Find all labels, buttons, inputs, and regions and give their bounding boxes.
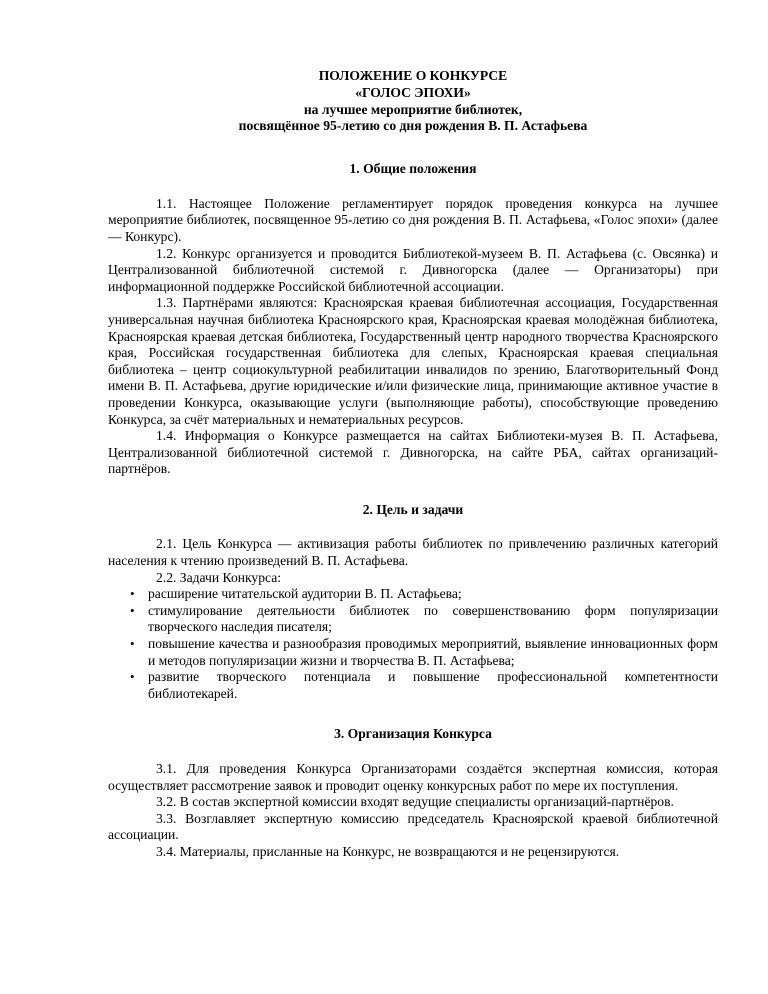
paragraph-3-1: 3.1. Для проведения Конкурса Организаторами создаётся экспертная комиссия, которая осуществляет рассмотрение заявок и проводит оценку конкурсных работ по мере их поступления. — [108, 761, 718, 793]
bullet-icon: • — [130, 602, 135, 618]
paragraph-3-2: 3.2. В состав экспертной комиссии входят ведущие специалисты организаций-партнёров. — [156, 794, 674, 810]
paragraph-3-4: 3.4. Материалы, присланные на Конкурс, не возвращаются и не рецензируются. — [156, 843, 620, 859]
title-line-3: на лучшее мероприятие библиотек, — [303, 101, 523, 117]
tasks-list — [108, 586, 718, 702]
paragraph-2-2: 2.2. Задачи Конкурса: — [156, 569, 282, 585]
bullet-icon: • — [130, 586, 135, 602]
list-item: • повышение качества и разнообразия проводимых мероприятий, выявление инновационных форм и методов популяризации жизни и творчества В. П. Астафьева; — [130, 636, 718, 668]
bullet-icon: • — [130, 636, 135, 652]
paragraph-1-3: 1.3. Партнёрами являются: Красноярская краевая библиотечная ассоциация, Государственная универсальная научная библиотека Красноярского края, Красноярская краевая молодёжная библиотека, Красноярская краевая детская библиотека, Государственный центр народного творчества Красноярского края, Российская государственная библиотека для слепых, Красноярская краевая специальная библиотека – центр социокультурной реабилитации инвалидов по зрению, Благотворительный Фонд имени В. П. Астафьева, другие юридические и/или физические лица, принимающие активное участие в проведении Конкурса, оказывающие услуги (выполняющие работы), способствующие проведению Конкурса, за счёт материальных и нематериальных ресурсов. — [108, 295, 718, 427]
section-heading-goals: 2. Цель и задачи — [362, 501, 464, 517]
section-heading-organization: 3. Организация Конкурса — [334, 726, 492, 742]
list-item: • стимулирование деятельности библиотек по совершенствованию форм популяризации творческого наследия писателя; — [130, 602, 718, 635]
paragraph-2-1: 2.1. Цель Конкурса — активизация работы библиотек по привлечению различных категорий населения к чтению произведений В. П. Астафьева. — [108, 536, 718, 569]
title-line-1: ПОЛОЖЕНИЕ О КОНКУРСЕ — [318, 68, 508, 83]
document-page — [108, 68, 718, 861]
paragraph-1-1: 1.1. Настоящее Положение регламентирует порядок проведения конкурса на лучшее мероприятие библиотек, посвященное 95-летию со дня рождения В. П. Астафьева, «Голос эпохи» (далее — Конкурс). — [108, 195, 718, 244]
paragraph-1-4: 1.4. Информация о Конкурсе размещается на сайтах Библиотеки-музея В. П. Астафьева, Централизованной библиотечной системой г. Дивногорска, на сайте РБА, сайтах организаций-партнёров. — [108, 428, 718, 477]
document-title — [108, 68, 718, 135]
section-heading-general: 1. Общие положения — [349, 161, 477, 177]
bullet-icon: • — [130, 669, 135, 685]
paragraph-1-2: 1.2. Конкурс организуется и проводится Библиотекой-музеем В. П. Астафьева (с. Овсянка) и Централизованной библиотечной системой г. Дивногорска (далее — Организаторы) при информационной поддержке Российской библиотечной ассоциации. — [108, 245, 718, 294]
list-item: • развитие творческого потенциала и повышение профессиональной компетентности библиотекарей. — [130, 669, 718, 701]
list-item: • расширение читательской аудитории В. П. Астафьева; — [130, 586, 462, 602]
title-line-2: «ГОЛОС ЭПОХИ» — [355, 84, 471, 100]
paragraph-3-3: 3.3. Возглавляет экспертную комиссию председатель Красноярской краевой библиотечной ассоциации. — [108, 810, 718, 843]
title-line-4: посвящённое 95-летию со дня рождения В. П. Астафьева — [238, 118, 588, 134]
